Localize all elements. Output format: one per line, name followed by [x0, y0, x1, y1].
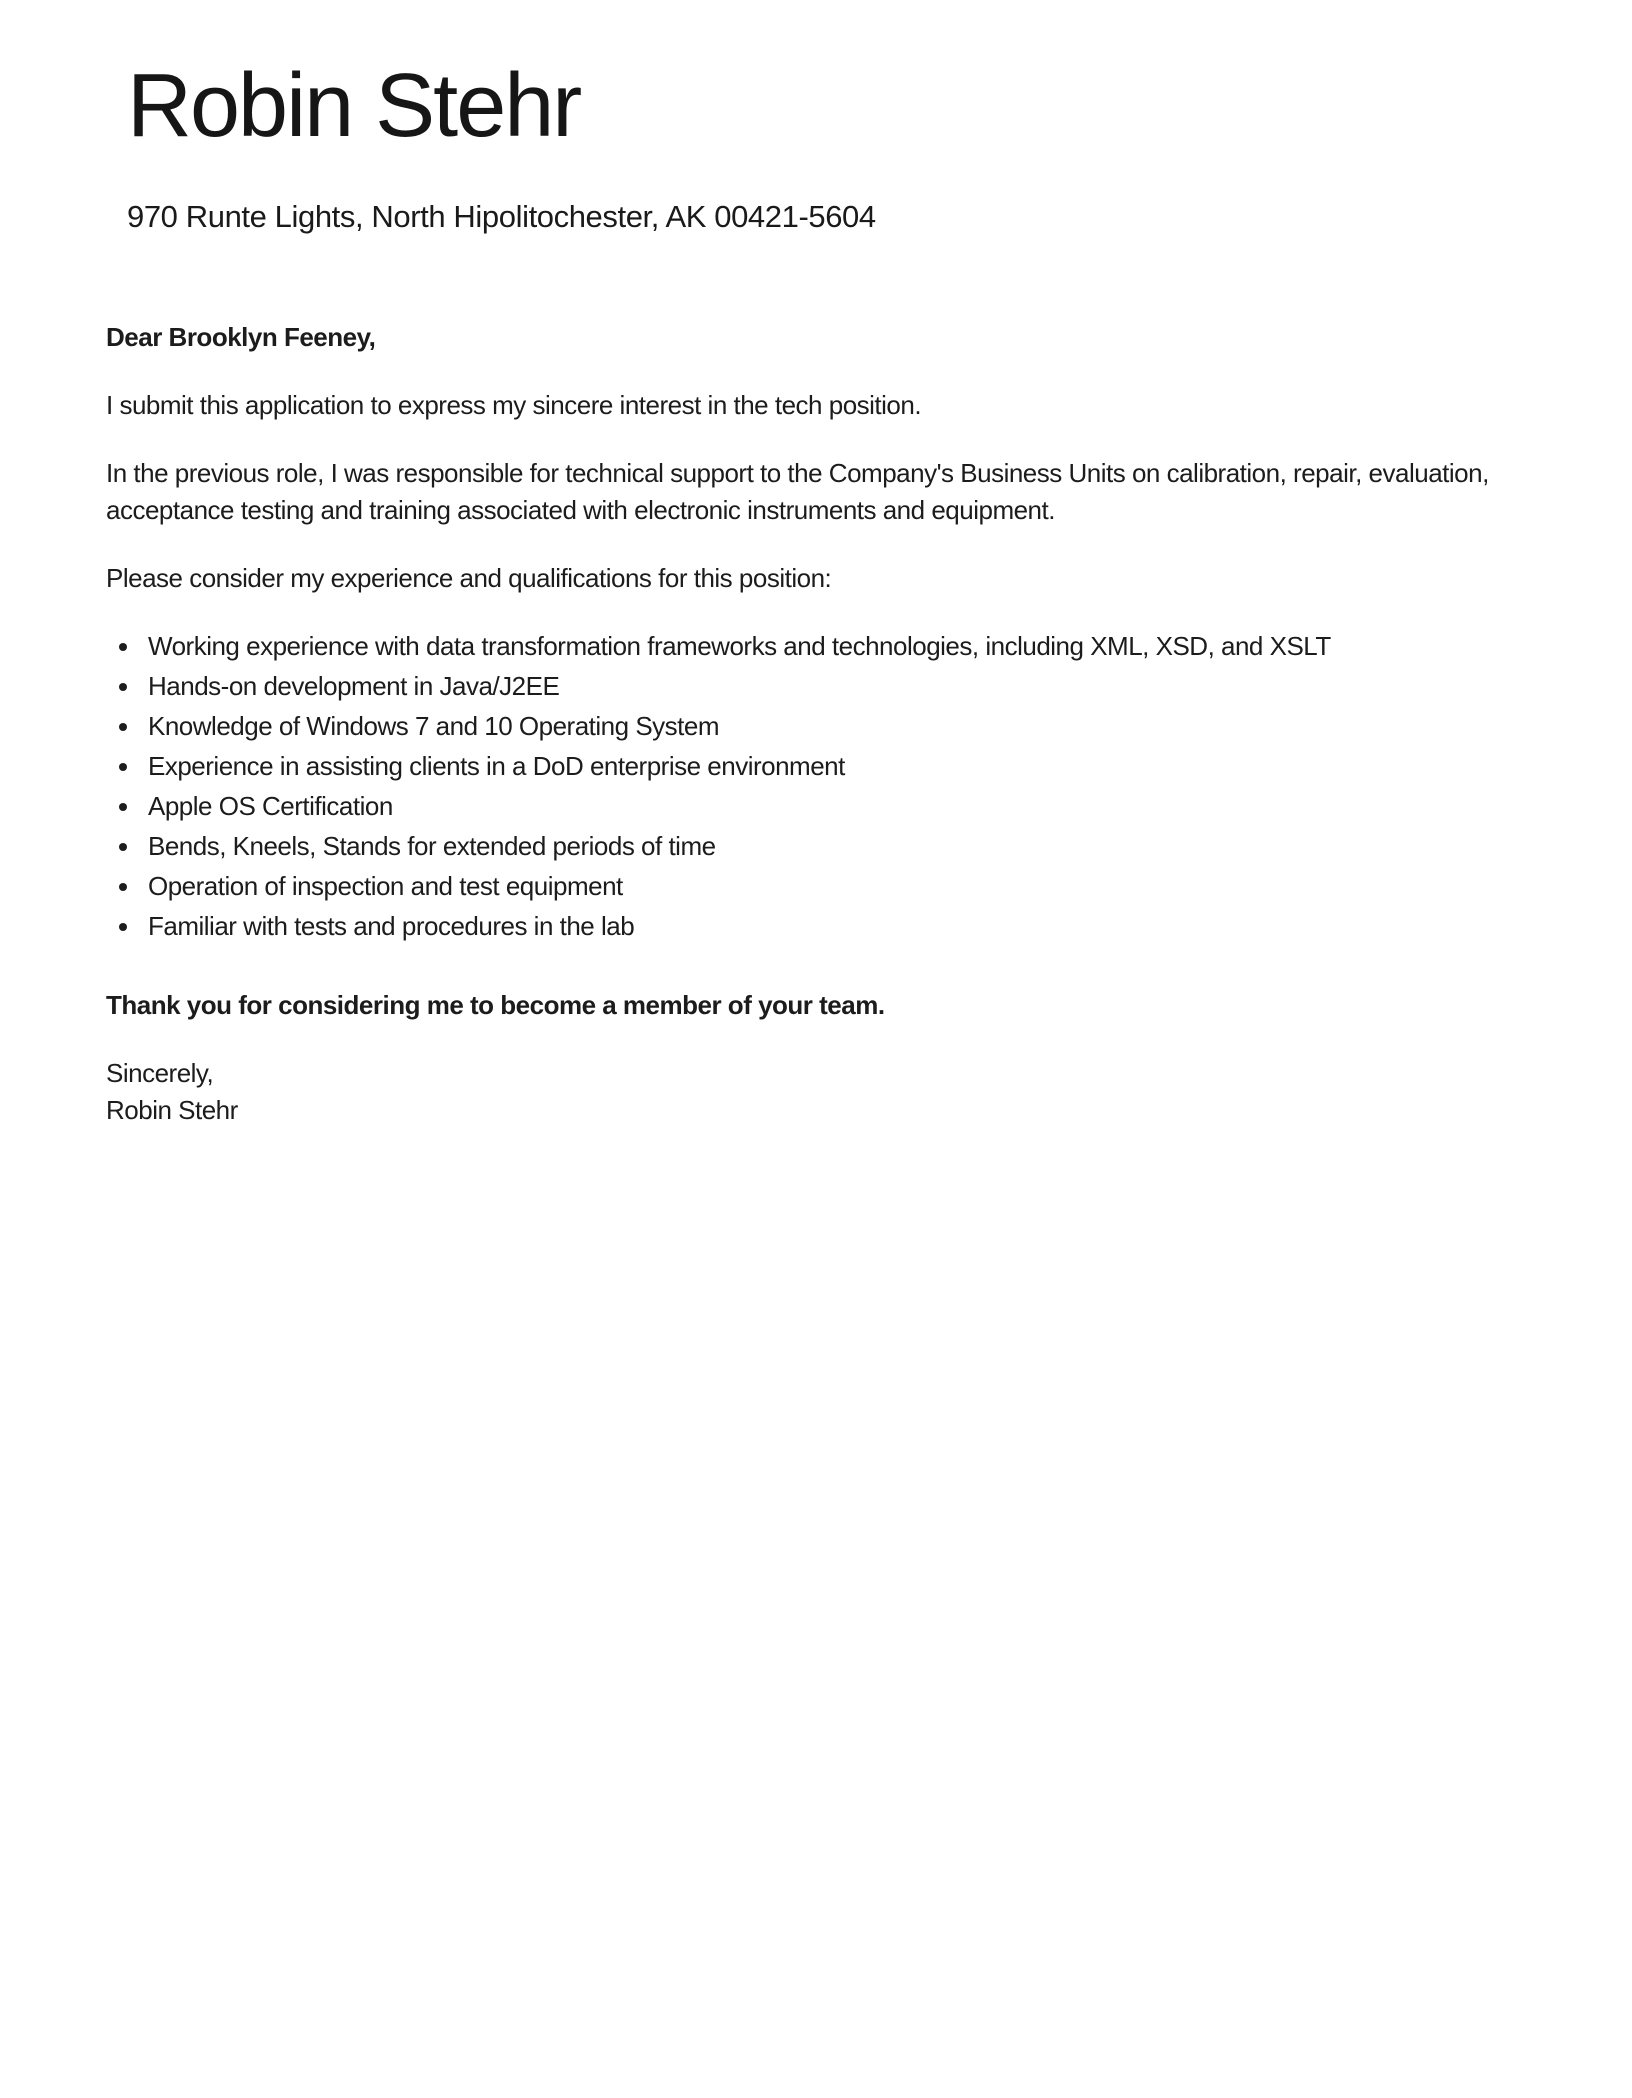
- sender-name-heading: Robin Stehr: [127, 56, 581, 156]
- qualifications-list: [106, 628, 1526, 945]
- qualification-item: • Bends, Kneels, Stands for extended periods of time: [142, 828, 1526, 865]
- signoff-block: [106, 1055, 1526, 1129]
- letter-header: [106, 58, 1526, 235]
- paragraph-previous-role: In the previous role, I was responsible for technical support to the Company's Business Units on calibration, repair, evaluation, acceptance testing and training associated with electronic instruments and equipment.: [106, 457, 1489, 525]
- paragraph-intro: I submit this application to express my sincere interest in the tech position.: [106, 389, 922, 420]
- qualification-item: • Operation of inspection and test equipment: [142, 868, 1526, 905]
- sender-address: 970 Runte Lights, North Hipolitochester, AK 00421-5604: [127, 199, 876, 235]
- qualification-item: • Experience in assisting clients in a DoD enterprise environment: [142, 748, 1526, 785]
- qualification-item: • Hands-on development in Java/J2EE: [142, 668, 1526, 705]
- qualification-item: • Apple OS Certification: [142, 788, 1526, 825]
- qualification-item: • Familiar with tests and procedures in the lab: [142, 908, 1526, 945]
- qualification-item: • Working experience with data transformation frameworks and technologies, including XML, XSD, and XSLT: [142, 628, 1526, 665]
- thanks-line: Thank you for considering me to become a member of your team.: [106, 989, 885, 1020]
- salutation: Dear Brooklyn Feeney,: [106, 321, 376, 352]
- signoff-line: Sincerely,: [106, 1057, 214, 1088]
- letter-body: [106, 319, 1526, 1129]
- qualification-item: • Knowledge of Windows 7 and 10 Operating System: [142, 708, 1526, 745]
- paragraph-consider: Please consider my experience and qualifications for this position:: [106, 562, 832, 593]
- signature-line: Robin Stehr: [106, 1094, 238, 1125]
